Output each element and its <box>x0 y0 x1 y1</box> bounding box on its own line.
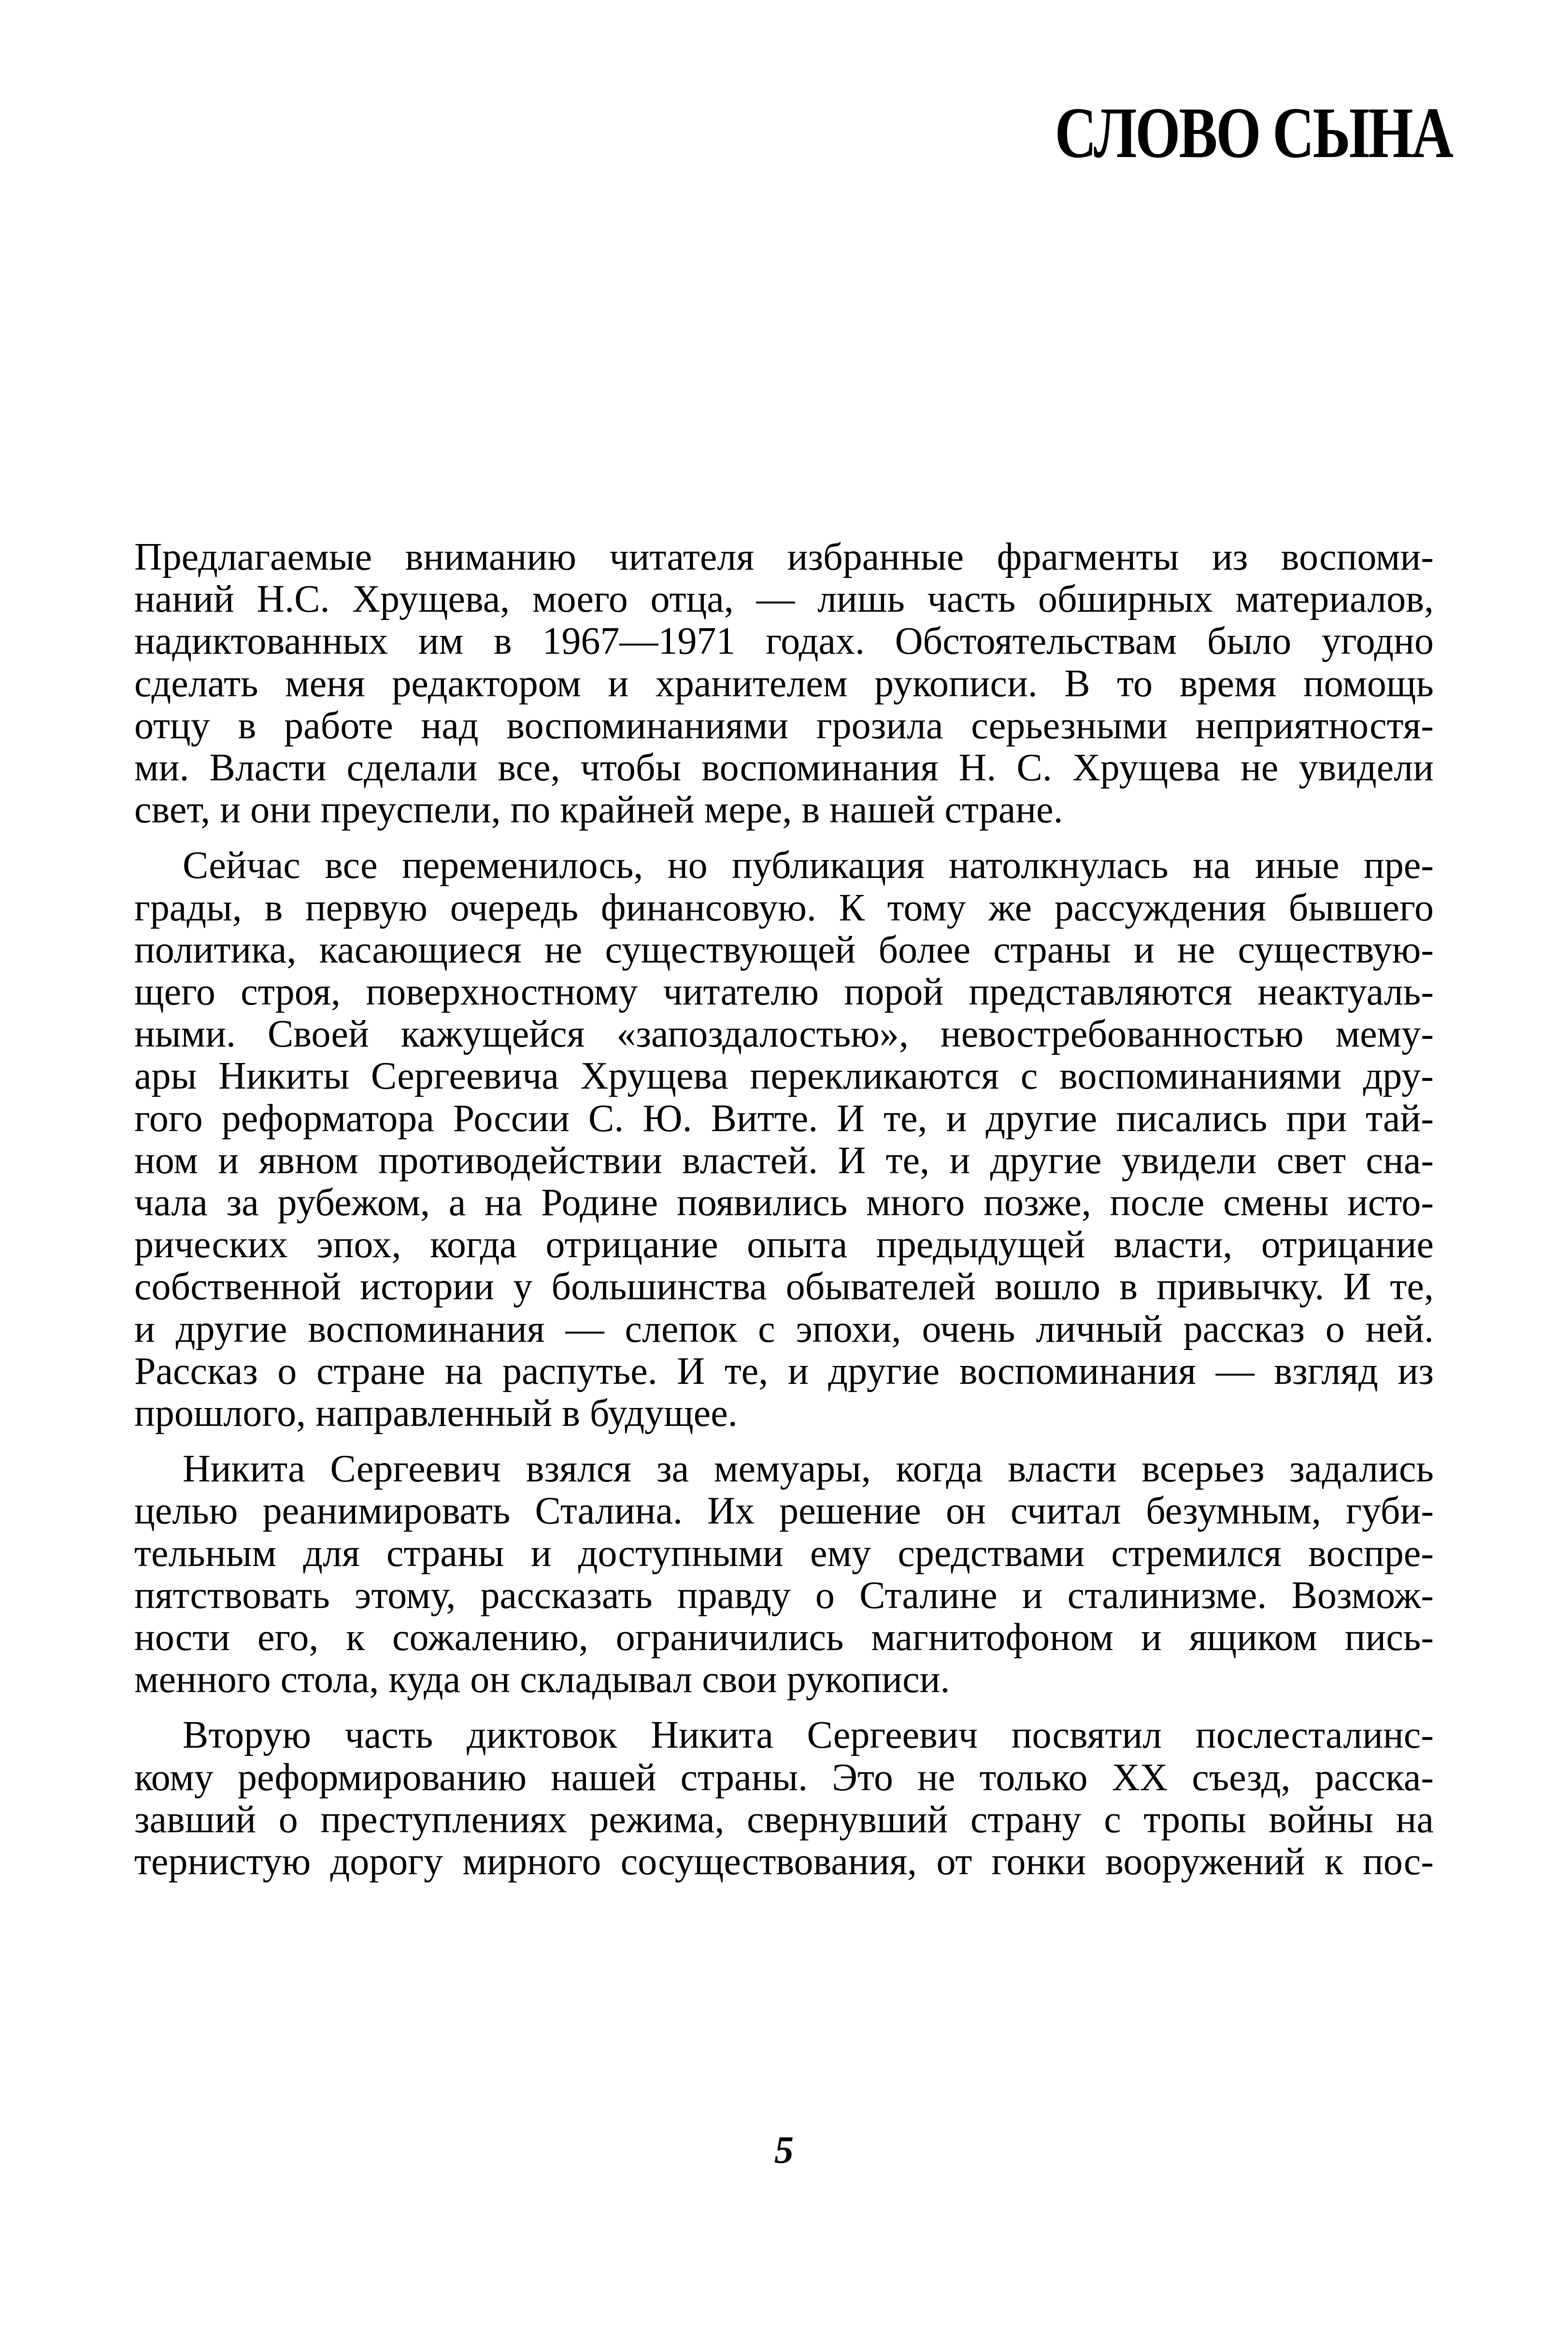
text-line: менного стола, куда он складывал свои рукописи. <box>134 1658 950 1701</box>
paragraph <box>134 1714 1434 1883</box>
text-line: чала за рубежом, а на Родине появились много позже, после смены исто- <box>134 1181 1434 1224</box>
page-title: СЛОВО СЫНА <box>1055 93 1452 173</box>
text-line: Никита Сергеевич взялся за мемуары, когда власти всерьез задались <box>183 1448 1434 1491</box>
text-line: ности его, к сожалению, ограничились магнитофоном и ящиком пись- <box>134 1616 1434 1659</box>
text-line: тернистую дорогу мирного сосуществования, от гонки вооружений к пос- <box>134 1840 1434 1883</box>
text-line: грады, в первую очередь финансовую. К тому же рассуждения бывшего <box>134 886 1434 929</box>
text-line: кому реформированию нашей страны. Это не только XX съезд, расска- <box>134 1756 1434 1799</box>
text-line: свет, и они преуспели, по крайней мере, в нашей стране. <box>134 789 1063 832</box>
text-line: ном и явном противодействии властей. И те, и другие увидели свет сна- <box>134 1139 1434 1182</box>
text-line: Предлагаемые вниманию читателя избранные фрагменты из воспоми- <box>134 536 1434 578</box>
text-line: целью реанимировать Сталина. Их решение он считал безумным, губи- <box>134 1490 1434 1533</box>
paragraph <box>134 1448 1434 1701</box>
text-line: сделать меня редактором и хранителем рукописи. В то время помощь <box>134 662 1434 705</box>
text-line: отцу в работе над воспоминаниями грозила серьезными неприятностя- <box>134 704 1434 747</box>
text-line: наний Н.С. Хрущева, моего отца, — лишь часть обширных материалов, <box>134 578 1434 621</box>
text-line: ары Никиты Сергеевича Хрущева перекликаются с воспоминаниями дру- <box>134 1055 1434 1098</box>
text-line: Рассказ о стране на распутье. И те, и другие воспоминания — взгляд из <box>134 1350 1434 1393</box>
text-line: надиктованных им в 1967—1971 годах. Обстоятельствам было угодно <box>134 620 1434 663</box>
text-line: и другие воспоминания — слепок с эпохи, очень личный рассказ о ней. <box>134 1307 1434 1351</box>
text-line: ми. Власти сделали все, чтобы воспоминания Н. С. Хрущева не увидели <box>134 747 1434 790</box>
text-line: гого реформатора России С. Ю. Витте. И те, и другие писались при тай- <box>134 1097 1434 1140</box>
text-line: политика, касающиеся не существующей более страны и не существую- <box>134 928 1434 971</box>
text-line: рических эпох, когда отрицание опыта предыдущей власти, отрицание <box>134 1223 1434 1266</box>
page-number: 5 <box>774 2129 794 2171</box>
text-line: тельным для страны и доступными ему средствами стремился воспре- <box>134 1532 1434 1575</box>
body-text <box>134 536 1434 1883</box>
paragraph <box>134 536 1434 831</box>
paragraph <box>134 845 1434 1435</box>
text-line: прошлого, направленный в будущее. <box>134 1392 738 1435</box>
text-line: щего строя, поверхностному читателю порой представляются неактуаль- <box>134 971 1434 1014</box>
text-line: ными. Своей кажущейся «запоздалостью», невостребованностью мему- <box>134 1013 1434 1056</box>
text-line: собственной истории у большинства обывателей вошло в привычку. И те, <box>134 1265 1434 1308</box>
text-line: Вторую часть диктовок Никита Сергеевич посвятил послесталинс- <box>183 1714 1434 1757</box>
text-line: Сейчас все переменилось, но публикация натолкнулась на иные пре- <box>183 844 1434 887</box>
text-line: завший о преступлениях режима, свернувший страну с тропы войны на <box>134 1798 1434 1841</box>
text-line: пятствовать этому, рассказать правду о Сталине и сталинизме. Возмож- <box>134 1574 1434 1617</box>
